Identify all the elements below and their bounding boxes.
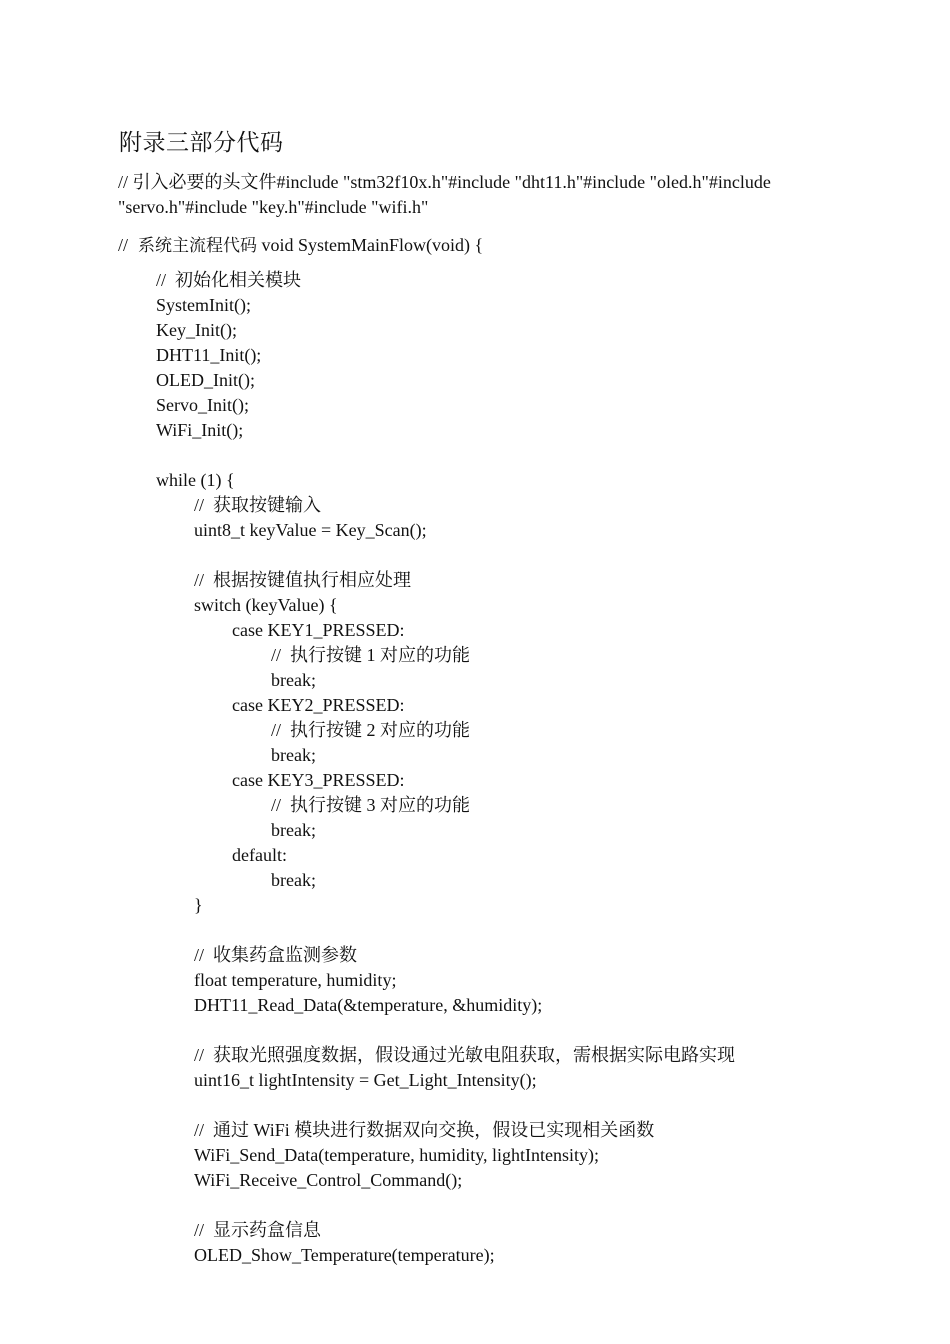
code-line: SystemInit(); <box>156 295 251 315</box>
main-flow-comment-prefix: // <box>118 235 129 255</box>
code-line: while (1) { <box>156 470 235 490</box>
code-line: WiFi_Send_Data(temperature, humidity, lightIntensity); <box>194 1145 600 1165</box>
main-flow-signature: void SystemMainFlow(void) { <box>261 235 484 255</box>
code-line: // 根据按键值执行相应处理 <box>194 570 412 590</box>
code-line: break; <box>271 670 316 690</box>
code-line: float temperature, humidity; <box>194 970 397 990</box>
main-flow-comment: 系统主流程代码 <box>138 236 258 256</box>
code-line: uint16_t lightIntensity = Get_Light_Intensity(); <box>194 1070 537 1090</box>
code-line: // 通过 WiFi 模块进行数据双向交换，假设已实现相关函数 <box>194 1120 655 1140</box>
code-line: Key_Init(); <box>156 320 237 340</box>
appendix-title: 附录三部分代码 <box>119 130 284 156</box>
code-line: // 执行按键 3 对应的功能 <box>271 795 471 815</box>
code-line: switch (keyValue) { <box>194 595 338 615</box>
code-line: case KEY3_PRESSED: <box>232 770 405 790</box>
code-line: // 执行按键 1 对应的功能 <box>271 645 471 665</box>
code-line: break; <box>271 820 316 840</box>
code-line: DHT11_Read_Data(&temperature, &humidity); <box>194 995 543 1015</box>
code-line: // 获取按键输入 <box>194 495 322 515</box>
code-line: Servo_Init(); <box>156 395 249 415</box>
include-statement: // 引入必要的头文件#include "stm32f10x.h"#include "dht11.h"#include "oled.h"#include "servo.h"#include "key.h"#include "wifi.h" <box>118 172 771 217</box>
code-line: WiFi_Init(); <box>156 420 244 440</box>
code-line: uint8_t keyValue = Key_Scan(); <box>194 520 427 540</box>
code-line: // 收集药盒监测参数 <box>194 945 358 965</box>
code-line: break; <box>271 870 316 890</box>
code-line: DHT11_Init(); <box>156 345 262 365</box>
code-line: // 执行按键 2 对应的功能 <box>271 720 471 740</box>
code-line: OLED_Show_Temperature(temperature); <box>194 1245 495 1265</box>
code-line: // 显示药盒信息 <box>194 1220 322 1240</box>
code-line: } <box>194 895 203 915</box>
code-line: // 初始化相关模块 <box>156 270 302 290</box>
main-flow-declaration <box>118 233 840 259</box>
code-line: OLED_Init(); <box>156 370 255 390</box>
code-line: // 获取光照强度数据，假设通过光敏电阻获取，需根据实际电路实现 <box>194 1045 735 1065</box>
code-line: break; <box>271 745 316 765</box>
code-line: WiFi_Receive_Control_Command(); <box>194 1170 463 1190</box>
code-line: case KEY1_PRESSED: <box>232 620 405 640</box>
code-line: default: <box>232 845 287 865</box>
code-line: case KEY2_PRESSED: <box>232 695 405 715</box>
